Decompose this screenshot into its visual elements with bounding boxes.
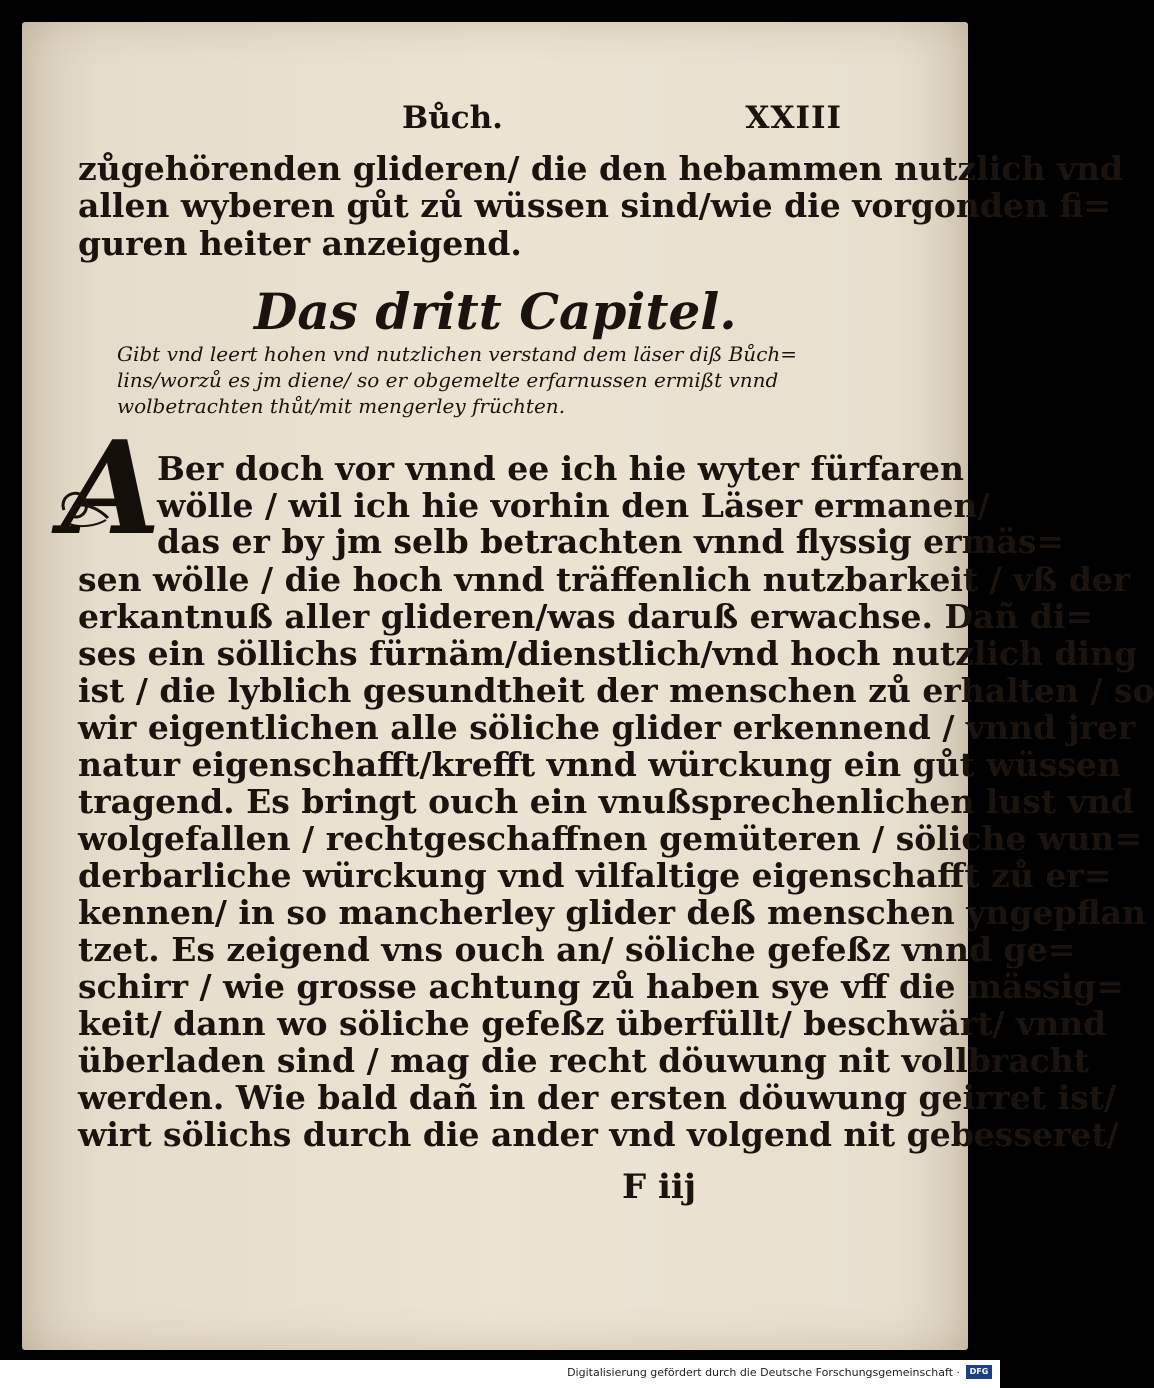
body-line: wolgefallen / rechtgeschaffnen gemüteren / söliche wun=	[78, 819, 1142, 858]
body-line: tzet. Es zeigend vns ouch an/ söliche gefeßz vnnd ge=	[78, 930, 1076, 969]
body-line: überladen sind / mag die recht döuwung nit vollbracht	[78, 1041, 1090, 1080]
running-head	[402, 100, 842, 144]
body-line: werden. Wie bald dañ in der ersten döuwung geirret ist/	[78, 1078, 1117, 1117]
chapter-summary-line: lins/worzů es jm diene/ so er obgemelte erfarnussen ermißt vnnd	[117, 368, 779, 392]
body-line: schirr / wie grosse achtung zů haben sye vff die mässig=	[78, 967, 1124, 1006]
signature-mark: F iij	[622, 1167, 697, 1207]
intro-line: guren heiter anzeigend.	[78, 224, 522, 263]
decorated-initial: A	[61, 414, 161, 564]
running-head-title: Bůch.	[402, 100, 503, 136]
body-line: wölle / wil ich hie vorhin den Läser ermanen/	[157, 486, 990, 525]
body-line: wir eigentlichen alle söliche glider erkennend / vnnd jrer	[78, 708, 1136, 747]
body-line: sen wölle / die hoch vnnd träffenlich nutzbarkeit / vß der	[78, 560, 1131, 599]
body-line: erkantnuß aller glideren/was daruß erwachse. Dañ di=	[78, 597, 1094, 636]
digitization-footer	[0, 1360, 1000, 1388]
body-line: ist / die lyblich gesundtheit der menschen zů erhalten / so	[78, 671, 1154, 710]
dfg-logo[interactable]: DFG	[966, 1365, 992, 1379]
initial-flourish-ornament	[56, 480, 116, 530]
intro-line: allen wyberen gůt zů wüssen sind/wie die vorgonden fi=	[78, 186, 1112, 225]
body-line: wirt sölichs durch die ander vnd volgend nit gebesseret/	[78, 1115, 1119, 1154]
funding-note: Digitalisierung gefördert durch die Deutsche Forschungsgemeinschaft ·	[567, 1366, 960, 1379]
body-line: Ber doch vor vnnd ee ich hie wyter fürfaren	[157, 449, 965, 488]
chapter-heading: Das dritt Capitel.	[254, 282, 737, 341]
body-line: tragend. Es bringt ouch ein vnußsprechenlichen lust vnd	[78, 782, 1134, 821]
chapter-summary-line: Gibt vnd leert hohen vnd nutzlichen verstand dem läser diß Bůch=	[117, 342, 798, 366]
folio-number: XXIII	[745, 100, 842, 136]
book-page	[22, 22, 1154, 1350]
chapter-summary-line: wolbetrachten thůt/mit mengerley früchten.	[117, 394, 566, 418]
body-line: kennen/ in so mancherley glider deß menschen yngepflan	[78, 893, 1146, 932]
body-line: das er by jm selb betrachten vnnd flyssig ermäs=	[157, 522, 1065, 561]
body-line: derbarliche würckung vnd vilfaltige eigenschafft zů er=	[78, 856, 1112, 895]
body-line: natur eigenschafft/krefft vnnd würckung ein gůt wüssen	[78, 745, 1121, 784]
body-line: ses ein söllichs fürnäm/dienstlich/vnd hoch nutzlich ding	[78, 634, 1138, 673]
body-line: keit/ dann wo söliche gefeßz überfüllt/ beschwärt/ vnnd	[78, 1004, 1107, 1043]
intro-line: zůgehörenden glideren/ die den hebammen nutzlich vnd	[78, 149, 1124, 188]
